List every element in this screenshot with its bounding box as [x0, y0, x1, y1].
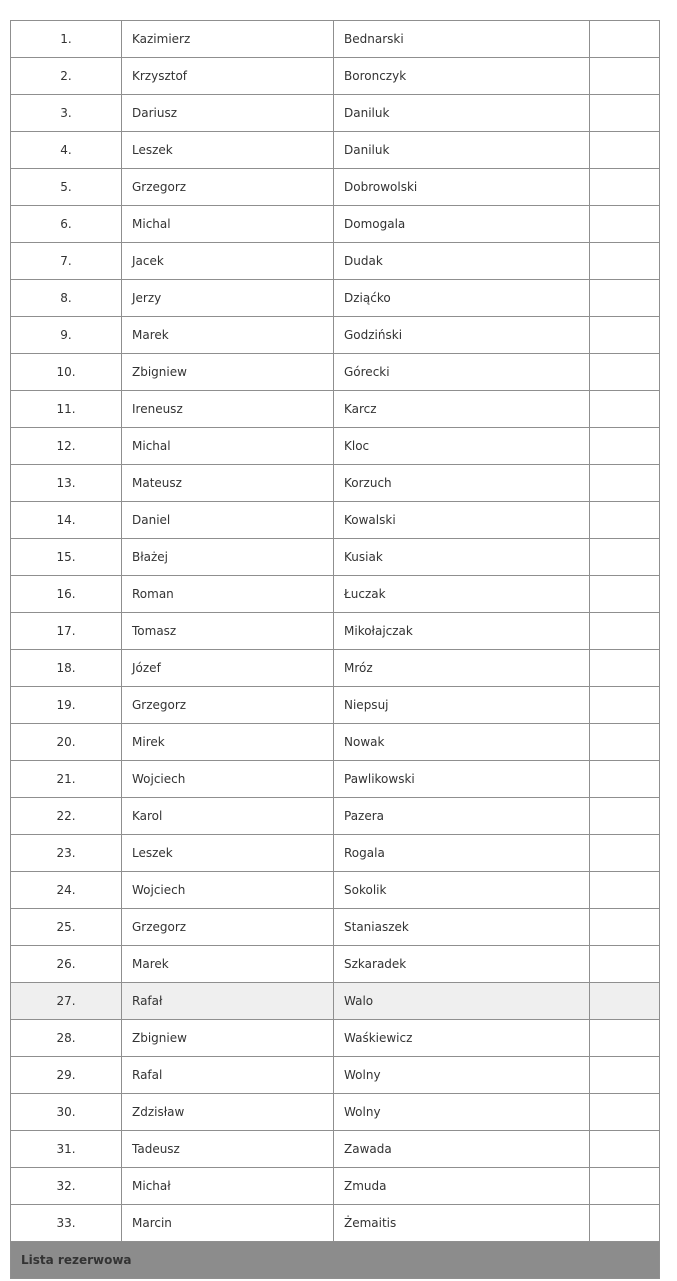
table-row	[11, 95, 660, 132]
first-name: Leszek	[122, 132, 334, 169]
empty-cell	[590, 650, 660, 687]
table-row	[11, 946, 660, 983]
first-name: Tadeusz	[122, 1131, 334, 1168]
table-row	[11, 1168, 660, 1205]
empty-cell	[590, 1205, 660, 1242]
table-row	[11, 872, 660, 909]
last-name: Dudak	[334, 243, 590, 280]
last-name: Dobrowolski	[334, 169, 590, 206]
last-name: Niepsuj	[334, 687, 590, 724]
first-name: Jerzy	[122, 280, 334, 317]
row-number: 11.	[11, 391, 122, 428]
empty-cell	[590, 1168, 660, 1205]
first-name: Dariusz	[122, 95, 334, 132]
empty-cell	[590, 95, 660, 132]
last-name: Kowalski	[334, 502, 590, 539]
row-number: 1.	[11, 21, 122, 58]
first-name: Marcin	[122, 1205, 334, 1242]
first-name: Rafał	[122, 983, 334, 1020]
empty-cell	[590, 798, 660, 835]
first-name: Józef	[122, 650, 334, 687]
empty-cell	[590, 21, 660, 58]
row-number: 30.	[11, 1094, 122, 1131]
first-name: Mirek	[122, 724, 334, 761]
table-row	[11, 1094, 660, 1131]
table-row	[11, 21, 660, 58]
first-name: Marek	[122, 946, 334, 983]
empty-cell	[590, 724, 660, 761]
table-row	[11, 539, 660, 576]
table-row	[11, 835, 660, 872]
first-name: Roman	[122, 576, 334, 613]
last-name: Wolny	[334, 1057, 590, 1094]
reserve-list-header-row	[11, 1242, 660, 1279]
empty-cell	[590, 539, 660, 576]
empty-cell	[590, 465, 660, 502]
row-number: 20.	[11, 724, 122, 761]
empty-cell	[590, 58, 660, 95]
first-name: Zdzisław	[122, 1094, 334, 1131]
table-row	[11, 502, 660, 539]
first-name: Tomasz	[122, 613, 334, 650]
table-row	[11, 687, 660, 724]
last-name: Walo	[334, 983, 590, 1020]
last-name: Rogala	[334, 835, 590, 872]
empty-cell	[590, 169, 660, 206]
empty-cell	[590, 428, 660, 465]
empty-cell	[590, 502, 660, 539]
first-name: Błażej	[122, 539, 334, 576]
table-row	[11, 465, 660, 502]
empty-cell	[590, 1094, 660, 1131]
first-name: Rafal	[122, 1057, 334, 1094]
last-name: Kusiak	[334, 539, 590, 576]
first-name: Kazimierz	[122, 21, 334, 58]
table-row	[11, 391, 660, 428]
empty-cell	[590, 835, 660, 872]
first-name: Zbigniew	[122, 1020, 334, 1057]
participant-list	[10, 20, 660, 1279]
table-row	[11, 58, 660, 95]
row-number: 13.	[11, 465, 122, 502]
table-row	[11, 132, 660, 169]
empty-cell	[590, 872, 660, 909]
first-name: Grzegorz	[122, 169, 334, 206]
row-number: 33.	[11, 1205, 122, 1242]
row-number: 26.	[11, 946, 122, 983]
first-name: Wojciech	[122, 872, 334, 909]
first-name: Wojciech	[122, 761, 334, 798]
last-name: Boronczyk	[334, 58, 590, 95]
empty-cell	[590, 1020, 660, 1057]
last-name: Daniluk	[334, 132, 590, 169]
empty-cell	[590, 687, 660, 724]
empty-cell	[590, 391, 660, 428]
last-name: Mikołajczak	[334, 613, 590, 650]
last-name: Korzuch	[334, 465, 590, 502]
empty-cell	[590, 983, 660, 1020]
row-number: 22.	[11, 798, 122, 835]
table-row	[11, 613, 660, 650]
row-number: 16.	[11, 576, 122, 613]
empty-cell	[590, 206, 660, 243]
row-number: 31.	[11, 1131, 122, 1168]
table-row	[11, 909, 660, 946]
empty-cell	[590, 243, 660, 280]
empty-cell	[590, 1131, 660, 1168]
row-number: 21.	[11, 761, 122, 798]
last-name: Bednarski	[334, 21, 590, 58]
participants-table-body	[11, 21, 660, 1242]
empty-cell	[590, 132, 660, 169]
first-name: Michał	[122, 1168, 334, 1205]
first-name: Karol	[122, 798, 334, 835]
row-number: 6.	[11, 206, 122, 243]
first-name: Michal	[122, 428, 334, 465]
first-name: Michal	[122, 206, 334, 243]
first-name: Mateusz	[122, 465, 334, 502]
first-name: Marek	[122, 317, 334, 354]
last-name: Górecki	[334, 354, 590, 391]
first-name: Daniel	[122, 502, 334, 539]
row-number: 18.	[11, 650, 122, 687]
first-name: Zbigniew	[122, 354, 334, 391]
empty-cell	[590, 909, 660, 946]
empty-cell	[590, 280, 660, 317]
last-name: Pazera	[334, 798, 590, 835]
last-name: Domogala	[334, 206, 590, 243]
row-number: 5.	[11, 169, 122, 206]
table-row	[11, 1131, 660, 1168]
first-name: Jacek	[122, 243, 334, 280]
row-number: 10.	[11, 354, 122, 391]
empty-cell	[590, 761, 660, 798]
empty-cell	[590, 946, 660, 983]
row-number: 17.	[11, 613, 122, 650]
row-number: 12.	[11, 428, 122, 465]
table-row	[11, 206, 660, 243]
last-name: Karcz	[334, 391, 590, 428]
last-name: Zmuda	[334, 1168, 590, 1205]
row-number: 3.	[11, 95, 122, 132]
table-row	[11, 983, 660, 1020]
last-name: Żemaitis	[334, 1205, 590, 1242]
last-name: Dziąćko	[334, 280, 590, 317]
last-name: Nowak	[334, 724, 590, 761]
table-row	[11, 1057, 660, 1094]
row-number: 15.	[11, 539, 122, 576]
table-row	[11, 1205, 660, 1242]
first-name: Ireneusz	[122, 391, 334, 428]
row-number: 7.	[11, 243, 122, 280]
last-name: Waśkiewicz	[334, 1020, 590, 1057]
last-name: Łuczak	[334, 576, 590, 613]
row-number: 28.	[11, 1020, 122, 1057]
participants-table	[10, 20, 660, 1279]
last-name: Staniaszek	[334, 909, 590, 946]
empty-cell	[590, 354, 660, 391]
row-number: 9.	[11, 317, 122, 354]
empty-cell	[590, 317, 660, 354]
last-name: Kloc	[334, 428, 590, 465]
table-row	[11, 280, 660, 317]
row-number: 32.	[11, 1168, 122, 1205]
row-number: 14.	[11, 502, 122, 539]
table-row	[11, 650, 660, 687]
first-name: Leszek	[122, 835, 334, 872]
last-name: Wolny	[334, 1094, 590, 1131]
first-name: Krzysztof	[122, 58, 334, 95]
first-name: Grzegorz	[122, 687, 334, 724]
table-row	[11, 317, 660, 354]
first-name: Grzegorz	[122, 909, 334, 946]
empty-cell	[590, 1057, 660, 1094]
last-name: Zawada	[334, 1131, 590, 1168]
empty-cell	[590, 576, 660, 613]
reserve-list-header: Lista rezerwowa	[11, 1242, 660, 1279]
table-row	[11, 798, 660, 835]
row-number: 4.	[11, 132, 122, 169]
row-number: 27.	[11, 983, 122, 1020]
row-number: 24.	[11, 872, 122, 909]
last-name: Daniluk	[334, 95, 590, 132]
table-row	[11, 576, 660, 613]
table-row	[11, 354, 660, 391]
last-name: Sokolik	[334, 872, 590, 909]
table-row	[11, 243, 660, 280]
last-name: Szkaradek	[334, 946, 590, 983]
last-name: Mróz	[334, 650, 590, 687]
last-name: Godziński	[334, 317, 590, 354]
row-number: 2.	[11, 58, 122, 95]
table-row	[11, 428, 660, 465]
row-number: 29.	[11, 1057, 122, 1094]
row-number: 23.	[11, 835, 122, 872]
row-number: 25.	[11, 909, 122, 946]
row-number: 8.	[11, 280, 122, 317]
table-row	[11, 1020, 660, 1057]
row-number: 19.	[11, 687, 122, 724]
table-row	[11, 169, 660, 206]
empty-cell	[590, 613, 660, 650]
last-name: Pawlikowski	[334, 761, 590, 798]
table-row	[11, 724, 660, 761]
table-row	[11, 761, 660, 798]
